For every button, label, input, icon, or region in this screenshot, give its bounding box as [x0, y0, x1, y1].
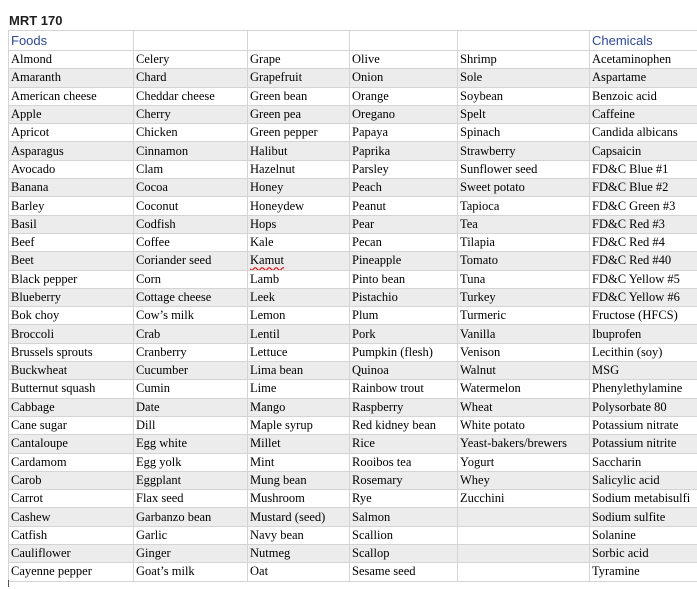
table-cell: Cabbage	[9, 398, 134, 416]
table-row	[9, 105, 697, 123]
table-cell: Oat	[248, 563, 350, 581]
table-cell: Spinach	[458, 124, 590, 142]
table-cell: Green pea	[248, 105, 350, 123]
table-cell: Plum	[350, 307, 458, 325]
table-cell: Hops	[248, 215, 350, 233]
table-cell: FD&C Yellow #5	[590, 270, 697, 288]
table-cell: Halibut	[248, 142, 350, 160]
table-cell: Sole	[458, 69, 590, 87]
table-cell: Pinto bean	[350, 270, 458, 288]
table-cell: Black pepper	[9, 270, 134, 288]
table-row	[9, 307, 697, 325]
table-cell: Beef	[9, 233, 134, 251]
table-cell: FD&C Red #4	[590, 233, 697, 251]
table-row	[9, 435, 697, 453]
table-cell: Honeydew	[248, 197, 350, 215]
table-cell: Tea	[458, 215, 590, 233]
table-cell: Potassium nitrite	[590, 435, 697, 453]
table-cell: Hazelnut	[248, 160, 350, 178]
table-cell: Chard	[134, 69, 248, 87]
table-cell: Egg yolk	[134, 453, 248, 471]
table-cell: Clam	[134, 160, 248, 178]
table-cell: Caffeine	[590, 105, 697, 123]
table-cell: Scallion	[350, 526, 458, 544]
table-cell: Shrimp	[458, 51, 590, 69]
table-cell: Ginger	[134, 545, 248, 563]
table-cell: Pecan	[350, 233, 458, 251]
table-row	[9, 288, 697, 306]
table-cell: Solanine	[590, 526, 697, 544]
table-cell: Cheddar cheese	[134, 87, 248, 105]
table-cell: Salmon	[350, 508, 458, 526]
table-row	[9, 508, 697, 526]
table-row	[9, 270, 697, 288]
table-cell: Benzoic acid	[590, 87, 697, 105]
table-cell: Cayenne pepper	[9, 563, 134, 581]
table-cell: Whey	[458, 471, 590, 489]
table-cell: MSG	[590, 362, 697, 380]
table-cell: Tuna	[458, 270, 590, 288]
table-cell: Cardamom	[9, 453, 134, 471]
table-cell: Banana	[9, 179, 134, 197]
table-cell: Codfish	[134, 215, 248, 233]
table-row	[9, 416, 697, 434]
table-cell: Carob	[9, 471, 134, 489]
table-cell: Cherry	[134, 105, 248, 123]
table-cell: Blueberry	[9, 288, 134, 306]
table-cell: Pumpkin (flesh)	[350, 343, 458, 361]
table-cell: Capsaicin	[590, 142, 697, 160]
table-cell: Chicken	[134, 124, 248, 142]
table-cell: Turmeric	[458, 307, 590, 325]
column-header-3	[350, 31, 458, 51]
table-cell: Green bean	[248, 87, 350, 105]
table-cell: White potato	[458, 416, 590, 434]
table-cell: Rye	[350, 490, 458, 508]
table-cell: Onion	[350, 69, 458, 87]
table-cell: Eggplant	[134, 471, 248, 489]
table-cell: Acetaminophen	[590, 51, 697, 69]
table-cell: Quinoa	[350, 362, 458, 380]
table-cell: Amaranth	[9, 69, 134, 87]
table-row	[9, 51, 697, 69]
table-cell	[458, 508, 590, 526]
foods-chemicals-table	[8, 30, 697, 582]
table-cell: American cheese	[9, 87, 134, 105]
column-header-1	[134, 31, 248, 51]
table-cell: FD&C Blue #2	[590, 179, 697, 197]
table-header-row	[9, 31, 697, 51]
table-cell: Peanut	[350, 197, 458, 215]
table-cell: Mustard (seed)	[248, 508, 350, 526]
table-cell: Rice	[350, 435, 458, 453]
table-cell: Pear	[350, 215, 458, 233]
table-cell: Papaya	[350, 124, 458, 142]
table-cell: Raspberry	[350, 398, 458, 416]
table-row	[9, 471, 697, 489]
table-cell: Kale	[248, 233, 350, 251]
table-cell: Venison	[458, 343, 590, 361]
table-cell: Lettuce	[248, 343, 350, 361]
table-cell: Peach	[350, 179, 458, 197]
table-cell: Phenylethylamine	[590, 380, 697, 398]
table-cell: Asparagus	[9, 142, 134, 160]
table-row	[9, 160, 697, 178]
table-cell: Cane sugar	[9, 416, 134, 434]
table-cell: Date	[134, 398, 248, 416]
table-cell: Sodium metabisulfi	[590, 490, 697, 508]
table-cell: Vanilla	[458, 325, 590, 343]
table-cell: Sorbic acid	[590, 545, 697, 563]
table-row	[9, 325, 697, 343]
table-cell: Green pepper	[248, 124, 350, 142]
table-cell: Orange	[350, 87, 458, 105]
table-cell: Pork	[350, 325, 458, 343]
table-row	[9, 380, 697, 398]
table-cell: Sesame seed	[350, 563, 458, 581]
table-cell: Cinnamon	[134, 142, 248, 160]
table-cell: Coriander seed	[134, 252, 248, 270]
table-cell: Mint	[248, 453, 350, 471]
table-cell: Red kidney bean	[350, 416, 458, 434]
column-header-2	[248, 31, 350, 51]
table-cell: Saccharin	[590, 453, 697, 471]
table-cell: Carrot	[9, 490, 134, 508]
table-cell: FD&C Green #3	[590, 197, 697, 215]
table-cell: Grape	[248, 51, 350, 69]
table-cell: Sodium sulfite	[590, 508, 697, 526]
table-cell: Dill	[134, 416, 248, 434]
table-cell: Potassium nitrate	[590, 416, 697, 434]
table-row	[9, 453, 697, 471]
table-cell: Tilapia	[458, 233, 590, 251]
table-cell: Mung bean	[248, 471, 350, 489]
table-cell: Olive	[350, 51, 458, 69]
table-cell: Beet	[9, 252, 134, 270]
table-cell: Brussels sprouts	[9, 343, 134, 361]
table-cell: Catfish	[9, 526, 134, 544]
table-cell: Polysorbate 80	[590, 398, 697, 416]
table-cell: FD&C Red #3	[590, 215, 697, 233]
table-cell: FD&C Blue #1	[590, 160, 697, 178]
table-cell: Soybean	[458, 87, 590, 105]
table-body	[9, 51, 697, 582]
table-cell: Cocoa	[134, 179, 248, 197]
table-row	[9, 343, 697, 361]
table-cell: Apple	[9, 105, 134, 123]
table-cell: Parsley	[350, 160, 458, 178]
table-cell: Cottage cheese	[134, 288, 248, 306]
table-cell: Strawberry	[458, 142, 590, 160]
table-cell: Barley	[9, 197, 134, 215]
table-cell: Pineapple	[350, 252, 458, 270]
text-cursor	[8, 580, 9, 587]
table-row	[9, 87, 697, 105]
table-cell: Lentil	[248, 325, 350, 343]
table-cell: Lima bean	[248, 362, 350, 380]
table-cell: Apricot	[9, 124, 134, 142]
table-cell: Maple syrup	[248, 416, 350, 434]
table-cell: Aspartame	[590, 69, 697, 87]
table-row	[9, 545, 697, 563]
table-cell	[458, 545, 590, 563]
table-cell: Rosemary	[350, 471, 458, 489]
table-cell: Pistachio	[350, 288, 458, 306]
table-cell: Nutmeg	[248, 545, 350, 563]
table-cell: Lemon	[248, 307, 350, 325]
table-cell: Lime	[248, 380, 350, 398]
table-cell: Paprika	[350, 142, 458, 160]
table-cell: Spelt	[458, 105, 590, 123]
table-cell: Garlic	[134, 526, 248, 544]
table-row	[9, 197, 697, 215]
table-cell: Crab	[134, 325, 248, 343]
column-header-5: Chemicals	[590, 31, 697, 51]
table-cell: Almond	[9, 51, 134, 69]
table-row	[9, 362, 697, 380]
table-cell: Corn	[134, 270, 248, 288]
table-cell: Zucchini	[458, 490, 590, 508]
table-row	[9, 563, 697, 581]
table-cell: Cashew	[9, 508, 134, 526]
table-cell: Celery	[134, 51, 248, 69]
table-cell: Honey	[248, 179, 350, 197]
table-cell: Coconut	[134, 197, 248, 215]
table-cell: Ibuprofen	[590, 325, 697, 343]
table-cell: Cranberry	[134, 343, 248, 361]
table-cell: Egg white	[134, 435, 248, 453]
table-cell: Coffee	[134, 233, 248, 251]
table-cell: Butternut squash	[9, 380, 134, 398]
table-row	[9, 69, 697, 87]
table-cell: Leek	[248, 288, 350, 306]
table-cell: Broccoli	[9, 325, 134, 343]
table-cell: Lecithin (soy)	[590, 343, 697, 361]
table-row	[9, 124, 697, 142]
table-cell	[458, 526, 590, 544]
table-cell: Goat’s milk	[134, 563, 248, 581]
table-row	[9, 233, 697, 251]
table-cell: Walnut	[458, 362, 590, 380]
table-cell: Navy bean	[248, 526, 350, 544]
table-cell: Garbanzo bean	[134, 508, 248, 526]
table-cell: Mushroom	[248, 490, 350, 508]
table-cell: Watermelon	[458, 380, 590, 398]
table-cell: Grapefruit	[248, 69, 350, 87]
table-row	[9, 490, 697, 508]
table-cell: Fructose (HFCS)	[590, 307, 697, 325]
table-cell: Yogurt	[458, 453, 590, 471]
table-cell: Cumin	[134, 380, 248, 398]
table-row	[9, 526, 697, 544]
table-cell: Wheat	[458, 398, 590, 416]
table-cell: Flax seed	[134, 490, 248, 508]
table-cell: FD&C Red #40	[590, 252, 697, 270]
table-cell: Rainbow trout	[350, 380, 458, 398]
table-row	[9, 179, 697, 197]
table-cell: Rooibos tea	[350, 453, 458, 471]
table-cell	[458, 563, 590, 581]
column-header-0: Foods	[9, 31, 134, 51]
table-cell: Candida albicans	[590, 124, 697, 142]
table-cell: Lamb	[248, 270, 350, 288]
table-row	[9, 252, 697, 270]
column-header-4	[458, 31, 590, 51]
table-cell: Yeast-bakers/brewers	[458, 435, 590, 453]
table-cell: Sunflower seed	[458, 160, 590, 178]
table-cell: Oregano	[350, 105, 458, 123]
table-cell: Cucumber	[134, 362, 248, 380]
table-cell: Kamut	[248, 252, 350, 270]
table-cell: Turkey	[458, 288, 590, 306]
table-cell: FD&C Yellow #6	[590, 288, 697, 306]
table-cell: Scallop	[350, 545, 458, 563]
table-row	[9, 398, 697, 416]
table-row	[9, 215, 697, 233]
table-cell: Basil	[9, 215, 134, 233]
document-title: MRT 170	[9, 13, 63, 28]
table-cell: Millet	[248, 435, 350, 453]
table-cell: Tapioca	[458, 197, 590, 215]
table-cell: Cauliflower	[9, 545, 134, 563]
table-cell: Avocado	[9, 160, 134, 178]
table-row	[9, 142, 697, 160]
table-cell: Cantaloupe	[9, 435, 134, 453]
table-cell: Bok choy	[9, 307, 134, 325]
table-cell: Sweet potato	[458, 179, 590, 197]
table-cell: Tomato	[458, 252, 590, 270]
table-cell: Tyramine	[590, 563, 697, 581]
table-cell: Cow’s milk	[134, 307, 248, 325]
table-cell: Buckwheat	[9, 362, 134, 380]
table-cell: Salicylic acid	[590, 471, 697, 489]
table-cell: Mango	[248, 398, 350, 416]
